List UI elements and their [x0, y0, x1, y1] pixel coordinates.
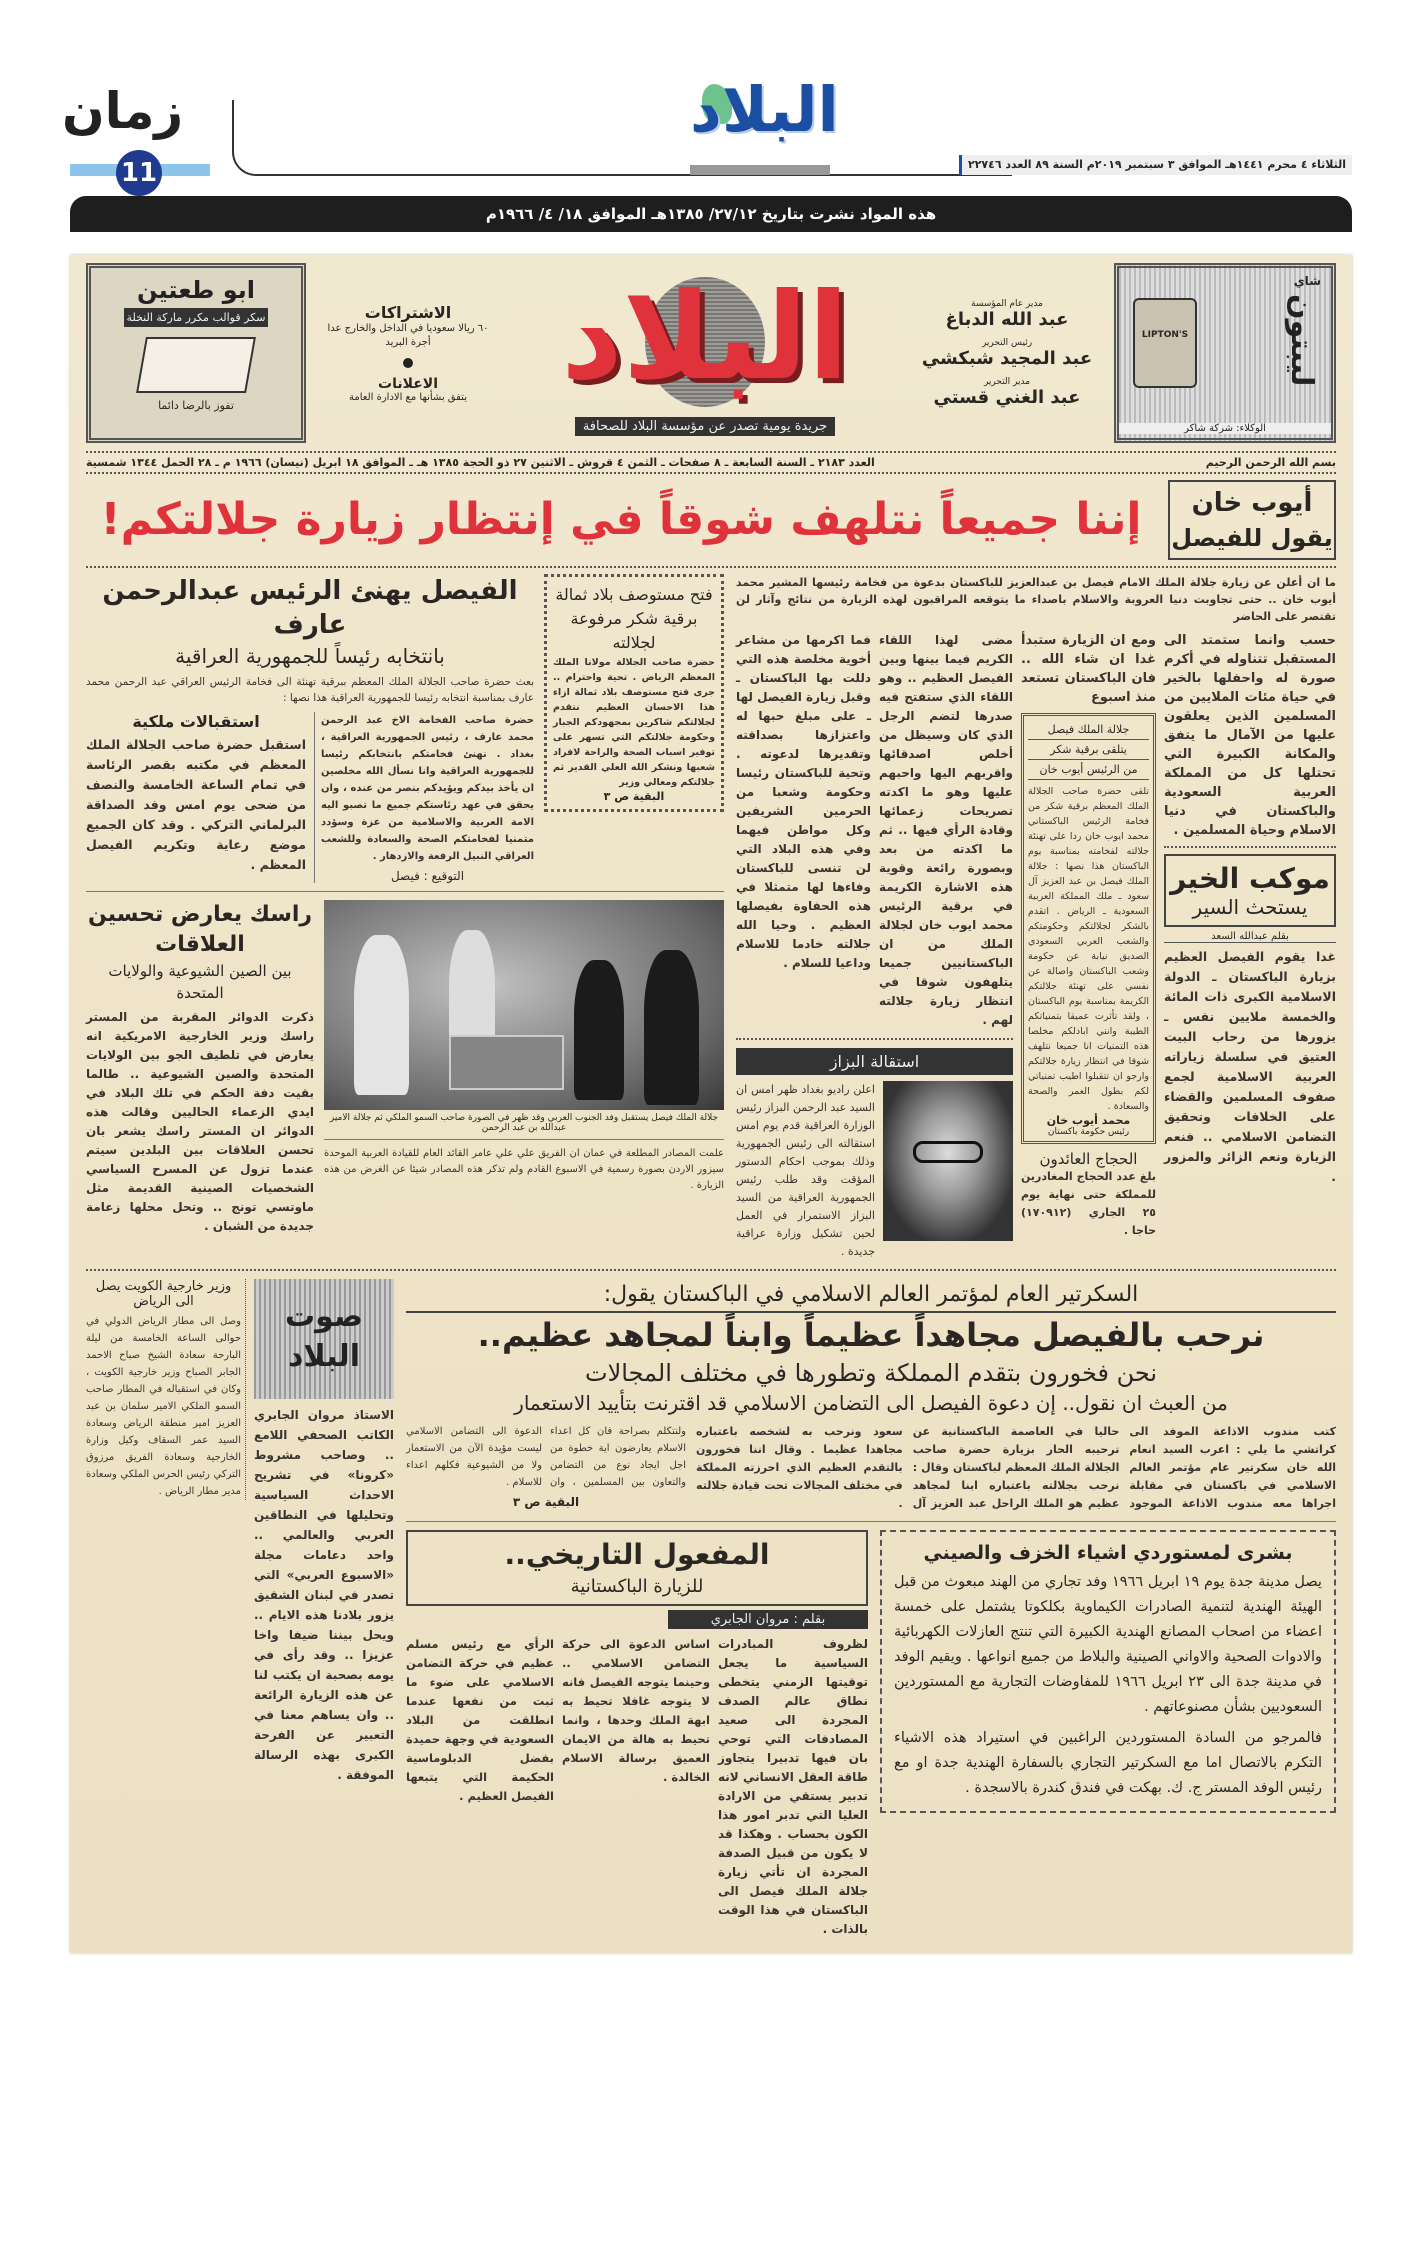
bazzaz-portrait-photo	[883, 1081, 1013, 1241]
secretary-subheadline-2: من العبث ان نقول.. إن دعوة الفيصل الى التضامن الاسلامي قد اقترنت بتأييد الاستعمار	[514, 1391, 1228, 1415]
tea-tin-illustration: LIPTON'S	[1133, 298, 1197, 388]
photo-caption: جلالة الملك فيصل يستقبل وفد الجنوب العربي وقد ظهر في الصورة صاحب السمو الملكي ثم جلالة الامير عبدالله بن عبد الرحمن	[329, 1113, 719, 1133]
sugar-slogan: تفوز بالرضا دائما	[158, 399, 234, 412]
telegram-signature-title: رئيس حكومة باكستان	[1047, 1127, 1130, 1137]
china-ad-paragraph: يصل مدينة جدة يوم ١٩ ابريل ١٩٦٦ وفد تجاري من الهند مبعوث من قبل الهيئة الهندية لتنمية الصادرات الكيماوية بكلكوتا يشتمل على خمسة اعضاء من اصحاب المصانع الهندية الكبيرة التي تنتج العازلات الكهربائية والادوات الصحية والاواني الصينية والبلاط من جميع انواعها . ويقيم الوفد في مدينة جدة الى ٢٣ ابريل ١٩٦٦ للمفاوضات التجارية مع المستوردين السعوديين بشأن مصنوعاتهم .	[894, 1574, 1322, 1715]
bazzaz-headline: استقالة البزاز	[736, 1048, 1013, 1075]
historic-col-2: اساس الدعوة الى حركة التضامن الاسلامي .. وحينما يتوجه الفيصل فانه لا يتوجه غافلا تحيط به ابهة الملك وحدها ، وانما تحيط به هالة من الايمان العميق برسالة الاسلام الخالدة .	[562, 1637, 710, 1784]
historic-title: المفعول التاريخي..	[504, 1538, 770, 1571]
receptions-body: استقبل حضرة صاحب الجلالة الملك المعظم في مكتبه بقصر الرئاسة في تمام الساعة الخامسة والنصف من ضحى يوم امس وفد الصداقة البرلماني التركي . وقد كان الجميع موضع رعاية وتكريم الفيصل المعظم .	[86, 737, 306, 872]
sugar-text: سكر قوالب مكرر ماركة النخلة	[124, 308, 269, 327]
historic-subtitle: للزيارة الباكستانية	[570, 1576, 704, 1597]
subscriptions-text: ٦٠ ريالا سعوديا في الداخل والخارج عدا أجرة البريد	[327, 323, 489, 348]
tea-label: شاي	[1293, 274, 1321, 288]
header-frame	[232, 100, 1012, 176]
telegram-signature: محمد أيوب خان	[1046, 1114, 1131, 1127]
procession-subtitle: يستحث السير	[1192, 895, 1308, 919]
telegram-box	[1021, 713, 1156, 1144]
upper-left-block	[86, 574, 724, 1236]
sugar-box-illustration	[136, 337, 256, 393]
clinic-article-box	[544, 574, 724, 812]
voice-column-body: الاستاذ مروان الجابري الكاتب الصحفي اللامع .. وصاحب مشروط «كرونا» في تشريح الاحداث السياسية وتحليلها في النطاقين العربي والعالمي .. واحد دعامات مجلة «الاسبوع العربي» التي تصدر في لبنان الشقيق يزور بلادنا هذه الايام .. ويحل بيننا ضيفا واخا عزيزا .. وقد رأى في يومه بصحبة ان يكتب لنا عن هذه الزيارة الرائعة .. وان يساهم معنا في التعبير عن الفرحة الكبرى بهذه الرسالة الموفقة .	[254, 1408, 394, 1782]
masthead-center	[510, 263, 900, 443]
arif-signature: التوقيع : فيصل	[390, 869, 465, 883]
voice-column	[254, 1279, 394, 1785]
subscriptions-title: الاشتراكات	[364, 303, 452, 322]
editor-name: عبد المجيد شبكشي	[921, 347, 1093, 369]
procession-title-box	[1164, 854, 1336, 927]
section-title: زمان	[62, 82, 184, 140]
lead-article-col-1: حسب وانما ستمتد الى المستقبل تتناوله في أكرم صورة له واحفلها بالخير في حياة مئات الملايين من المسلمين الذين يعلقون عليها من الآمال ما يتفق والمكانة الكبيرة التي تحتلها كل من المملكة العربية السعودية والباكستان في دنيا الاسلام وحياة المسلمين .	[1164, 633, 1336, 838]
archive-note-bar: هذه المواد نشرت بتاريخ ٢٧/١٢/ ١٣٨٥هـ الموافق ١٨/ ٤/ ١٩٦٦م	[70, 196, 1352, 232]
lipton-agent: الوكلاء: شركة شاكر	[1119, 423, 1331, 434]
editor-role: مدير عام المؤسسة	[971, 298, 1043, 309]
arif-lead: بعث حضرة صاحب الجلالة الملك المعظم ببرقية تهنئة الى فخامة الرئيس العراقي عبد الرحمن محمد عارف بمناسبة انتخابه رئيسا للجمهورية العراقية هذا نصها :	[86, 676, 534, 704]
rusk-body: ذكرت الدوائر المقربة من المستر راسك وزير الخارجية الامريكية انه يعارض في تلطيف الجو بين الولايات المتحدة والصين الشيوعية .. طالما بقيت دفة الحكم في تلك البلاد في ايدي الزعماء الحاليين وقالت هذه الدوائر ان المستر راسك يشعر بان تحسن العلاقات بين البلدين سيتم عندما تزول عن المسرح السياسي الشخصيات الصينية القديمة مثل ماوتسي تونج .. وتحل محلها زعامة جديدة من الشبان .	[86, 1010, 314, 1233]
bazzaz-body: اعلن راديو بغداد ظهر امس ان السيد عبد الرحمن البزاز رئيس الوزارة العراقية قدم يوم امس استقالته الى رئيس الجمهورية وذلك بموجب احكام الدستور المؤقت وقد طلب رئيس الجمهورية العراقية من السيد البزاز الاستمرار في العمل لحين تشكيل وزارة عراقية جديدة .	[736, 1083, 875, 1258]
secretary-body-cont: ولنتكلم بصراحة فان كل اعداء الاسلام يعارضون اية خطوة من اجل ايجاد نوع من التضامن والتعاون بين المسلمين ، وان الدعوة الى التضامن الاسلامي ليست مؤيدة الآن من الاستعمار ولا من الشيوعية فكلهم اعداء للاسلام .	[406, 1426, 686, 1488]
arif-telegram-text: حضرة صاحب الفخامة الاخ عبد الرحمن محمد عارف ، رئيس الجمهورية العراقية ، بغداد . نهنئ فخامتكم بانتخابكم رئيسا للجمهورية العراقية وانا نسأل الله مخلصين ان يأخذ بيدكم ويؤيدكم بنصر من عنده ، وان يحقق في عهد رئاستكم جميع ما تصبو اليه الامة العربية والاسلامية من عزة وسؤدد متمنيا لفخامتكم الصحة والسعادة وللشعب العراقي النبيل الرفعة والازدهار .	[321, 715, 534, 862]
main-headline: إننا جميعاً نتلهف شوقاً في إنتظار زيارة جلالتكم!	[100, 494, 1142, 545]
masthead-tagline: جريدة يومية تصدر عن مؤسسة البلاد للصحافة	[575, 417, 835, 436]
divider	[86, 1269, 1336, 1271]
sugar-advertisement	[86, 263, 306, 443]
kuwait-headline: وزير خارجية الكويت يصل الى الرياض	[95, 1279, 232, 1309]
basmala: بسم الله الرحمن الرحيم	[1205, 456, 1336, 469]
issue-dateline: الثلاثاء ٤ محرم ١٤٤١هـ الموافق ٣ سبتمبر ٢٠١٩م السنة ٨٩ العدد ٢٢٧٤٦	[959, 155, 1352, 175]
amman-brief: علمت المصادر المطلعة في عمان ان الفريق علي علي عامر القائد العام للقيادة العربية الموحدة سيزور الاردن بصورة رسمية في الاسبوع القادم ولم تذكر هذه المصادر شيئا عن الغرض من هذه الزيارة .	[324, 1148, 724, 1191]
procession-body: غدا يقوم الفيصل العظيم بزيارة الباكستان ـ الدولة الاسلامية الكبرى ذات المائة والخمسة ملايين نفس ـ يزورها من رحاب البيت العتيق في سلسلة زياراته العربية الاسلامية لجمع صفوف المسلمين والقضاء على الخلافات وتحقيق التضامن الاسلامي .. فنعم الزيارة ونعم الزائر والمزور .	[1164, 949, 1336, 1184]
clinic-title: فتح مستوصف بلاد ثمالة برقية شكر مرفوعة لجلالته	[555, 585, 713, 652]
editor-role: رئيس التحرير	[981, 337, 1033, 348]
upper-section	[86, 574, 1336, 1261]
newspaper-scan	[70, 255, 1352, 1953]
historic-effect-article	[406, 1530, 868, 1939]
arif-subheadline: بانتخابه رئيساً للجمهورية العراقية	[175, 644, 445, 668]
lead-article	[736, 574, 1336, 1261]
historic-col-3: لظروف المبادرات السياسية ما يجعل توقيتها الزمني يتخطى نطاق عالم الصدف المجردة الى صعيد المصادفات التي توحي بان فيها تدبيرا يتجاوز طاقة العقل الانساني لانه تدبير يستقي من الارادة العليا التي تدبر امور هذا الكون بحساب . وهكذا قد لا يكون من قبيل الصدفة المجردة ان تأتي زيارة جلالة الملك فيصل الى الباكستان في هذا الوقت بالذات .	[718, 1637, 868, 1936]
secretary-continued: البقية ص ٣	[512, 1495, 580, 1509]
headline-kicker-box	[1168, 480, 1336, 560]
masthead	[86, 263, 1336, 443]
hajj-article	[1021, 1150, 1156, 1240]
subscriptions-info	[318, 263, 498, 443]
newspaper-logo: البلاد	[690, 73, 839, 146]
divider	[86, 472, 1336, 474]
editor-name: عبد الغني قستي	[933, 386, 1081, 408]
lower-section	[86, 1279, 1336, 1939]
lipton-advertisement	[1114, 263, 1336, 443]
historic-effect-title-box	[406, 1530, 868, 1606]
logo-underline	[690, 165, 830, 175]
kuwait-body: وصل الى مطار الرياض الدولي في حوالى الساعة الخامسة من ليلة البارحة سعادة الشيخ صباح الاحمد الجابر الصباح وزير خارجية الكويت ، وكان في استقباله في المطار صاحب السمو الملكي الامير سلمان بن عبد العزيز امير منطقة الرياض وسعادة السيد عمر السقاف وكيل وزارة الخارجية وسعادة الفريق مرزوق التركي رئيس الحرس الملكي وسعادة مدير مطار الرياض .	[86, 1316, 241, 1497]
sugar-brand: ابو طعتين	[137, 276, 255, 304]
issue-details: العدد ٢١٨٣ ـ السنة السابعة ـ ٨ صفحات ـ الثمن ٤ قروش ـ الاثنين ٢٧ ذو الحجة ١٣٨٥ هـ ـ الموافق ١٨ ابريل (نيسان) ١٩٦٦ م ـ ٢٨ الحمل ١٣٤٤ شمسية	[86, 456, 875, 469]
secretary-subheadline-1: نحن فخورون بتقدم المملكة وتطورها في مختلف المجالات	[584, 1359, 1158, 1387]
china-import-advertisement	[880, 1530, 1336, 1813]
lead-article-col-4: فما اكرمها من مشاعر أخوية مخلصة هذه التي دللت بها الباكستان ـ وقبل زيارة الفيصل لها ـ على مبلغ حبها له واعتزازها بصداقته وتقديرها لدعوته . وتحية للباكستان رئيسا وحكومة وشعبا من الحرمين الشريفين وكل مواطن فيهما وفي هذه البلاد التي لن تنسى للباكستان وفاءها لها متمثلا في هذه الحفاوة بفيصلها العظيم . وحيا الله جلالته خادما للاسلام وداعيا للسلام .	[736, 633, 871, 970]
historic-byline: بقلم : مروان الجابري	[668, 1610, 868, 1629]
telegram-line: يتلقى برقية شكر	[1028, 740, 1149, 760]
editor-name: عبد الله الدباغ	[945, 308, 1069, 330]
secretary-body: كتب مندوب الاذاعة الموفد الى كراتشي ما يلي : اعرب السيد انعام الله خان سكرتير عام مؤتمر العالم الاسلامي في باكستان في مقابلة اجراها معه مندوب الاذاعة الموجود حاليا في العاصمة الباكستانية عن ترحيبه الحار بزيارة حضرة صاحب الجلالة الملك المعظم لباكستان وقال : نرحب بجلالته باعتباره ابنا لمجاهد عظيم هو الملك الراحل عبد العزيز آل سعود ونرحب به لشخصه باعتباره مجاهدا عظيما . وقال اننا فخورون بالتقدم العظيم الذي احرزته المملكة في مختلف المجالات تحت قيادة جلالته .	[696, 1425, 1336, 1510]
hajj-body: بلغ عدد الحجاج المغادرين للمملكة حتى نهاية يوم ٢٥ الجاري (١٧٠٩١٢) حاجا .	[1021, 1170, 1156, 1237]
main-headline-row	[86, 480, 1336, 560]
masthead-title: البلاد	[561, 268, 849, 407]
rusk-subheadline: بين الصين الشيوعية والولايات المتحدة	[108, 962, 292, 1002]
clinic-body: حضرة صاحب الجلالة مولانا الملك المعظم الرياض . تحية واحترام .. جرى فتح مستوصف بلاد ثمالة ازاء هذا الاحسان العظيم نتقدم لجلالتكم شاكرين بمجهودكم الجبار وحكومة جلالتكم التي تسهر على توفير اسباب الصحة والراحة لافراد شعبها ونشكر الله العلي القدير ثم جلالتكم ومعالي وزير	[553, 657, 715, 788]
rusk-headline: راسك يعارض تحسين العلاقات	[87, 902, 313, 957]
editors-block	[912, 263, 1102, 443]
voice-column-logo	[254, 1279, 394, 1399]
editor-role: مدير التحرير	[983, 376, 1031, 387]
receptions-headline: استقبالات ملكية	[132, 712, 260, 731]
procession-byline: بقلم عبدالله السعد	[1164, 931, 1336, 943]
lipton-brand: ليبتون	[1284, 294, 1319, 387]
bullet	[403, 358, 413, 368]
china-ad-paragraph: فالمرجو من السادة المستوردين الراغبين في استيراد هذه الاشياء التكرم بالاتصال اما مع السكرتير التجاري بالسفارة الهندية جدة او مع رئيس الوفد المستر ج. ك. بهكت في فندق كندرة بالاسجدة .	[894, 1730, 1322, 1796]
glasses-detail	[913, 1141, 983, 1163]
arif-headline: الفيصل يهنئ الرئيس عبدالرحمن عارف	[102, 576, 518, 640]
lead-article-col-2: ومع ان الزيارة ستبدأ غدا ان شاء الله .. فان الباكستان تستعد منذ اسبوع	[1021, 633, 1156, 705]
kicker-top: أيوب خان	[1191, 488, 1313, 518]
secretary-kicker: السكرتير العام لمؤتمر العالم الاسلامي في الباكستان يقول:	[406, 1279, 1336, 1313]
lower-left-columns	[86, 1279, 394, 1785]
ads-text: يتفق بشأنها مع الادارة العامة	[349, 392, 467, 403]
page-number: 11	[116, 150, 162, 196]
historic-col-1: الرأي مع رئيس مسلم عظيم في حركة التضامن الاسلامي على ضوء ما ثبت من نفعها عندما انطلقت من البلاد السعودية في وجهة حميدة بفضل الدبلوماسية الحكيمة التي يتبعها الفيصل العظيم .	[406, 1637, 554, 1803]
hajj-title: الحجاج العائدون	[1039, 1150, 1138, 1168]
rusk-article	[86, 900, 314, 1236]
kuwait-article	[86, 1279, 246, 1500]
issue-info-line	[86, 453, 1336, 472]
china-ad-title: بشرى لمستوردي اشياء الخزف والصيني	[923, 1542, 1293, 1564]
arif-article	[86, 574, 534, 883]
divider	[86, 566, 1336, 568]
clinic-continued: البقية ص ٣	[603, 790, 665, 803]
ads-title: الاعلانات	[378, 376, 438, 392]
telegram-line: من الرئيس أيوب خان	[1028, 760, 1149, 780]
telegram-line: جلالة الملك فيصل	[1028, 720, 1149, 740]
royal-reception-photo	[324, 900, 724, 1110]
lead-article-col-3: مضى لهذا اللقاء الكريم فيما بينها وبين الفيصل العظيم .. وهو اللقاء الذي ستفتح فيه صدرها لتضم الرجل الذي كان وسيظل من أخلص اصدقائها واقربهم اليها واحبهم عليها وهو ما اكدته تصريحات زعمائها وقادة الرأي فيها .. ثم ما اكدته من بعد وبصورة رائعة وقوية هذه الاشارة الكريمة في برقية الرئيس محمد ايوب خان لجلالة الملك من ان الباكستانيين جميعا يتلهفون شوقا في انتظار زيارة جلالته لهم .	[879, 633, 1013, 1027]
secretary-headline: نرحب بالفيصل مجاهداً عظيماً وابناً لمجاهد عظيم..	[477, 1316, 1265, 1354]
kicker-bottom: يقول للفيصل	[1171, 524, 1333, 552]
voice-title: صوت البلاد	[285, 1299, 363, 1374]
lead-article-intro: ما ان أعلن عن زيارة جلالة الملك الامام فيصل بن عبدالعزيز للباكستان بدعوة من فخامة رئيسها المشير محمد أيوب خان .. حتى تجاوبت دنيا العروبة والاسلام باصداء ما يتوقعه المراقبون لهذه الزيارة من نتائج وآثار لن تقتصر على الحاضر	[736, 576, 1336, 623]
procession-title: موكب الخير	[1170, 862, 1330, 895]
telegram-body: تلقى حضرة صاحب الجلالة الملك المعظم برقية شكر من فخامة الرئيس الباكستاني محمد ايوب خان ردا على تهنئة جلالته لفخامته بمناسبة يوم الباكستان هذا نصها : جلالة الملك فيصل بن عبد العزيز آل سعود ـ ملك المملكة العربية السعودية ـ الرياض . اتقدم بالشكر لجلالتكم وحكومتكم والشعب العربي السعودي الصديق نيابة عن حكومة وشعب الباكستان واصالة عن نفسي على تهنئة جلالتكم الكريمة بمناسبة يوم الباكستان ، ولقد تأثرت عميقا بتمنياتكم الطيبة وانني ابادلكم مخلصا هذه التمنيات انا جميعا نتلهف شوقا في انتظار زيارة جلالتكم وارجو ان تتقبلوا اطيب تمنياتي لكم بطول العمر والصحة والسعادة .	[1028, 786, 1149, 1112]
